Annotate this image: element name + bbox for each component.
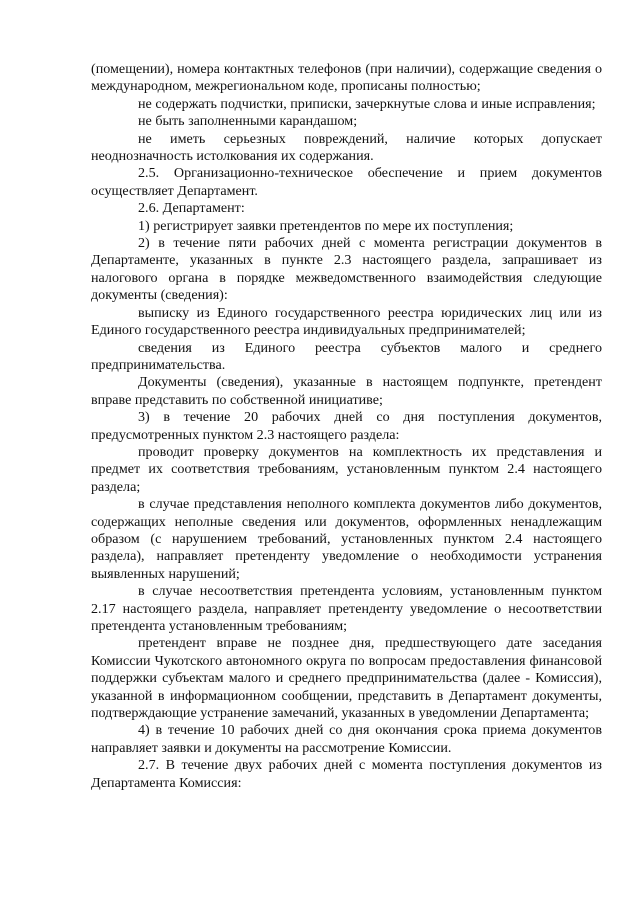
paragraph: 2) в течение пяти рабочих дней с момента регистрации документов в Департаменте, указанных в пункте 2.3 настоящего раздела, запрашивает из налогового органа в порядке межведомственного взаимодействия следующие документы (сведения):	[91, 235, 602, 304]
paragraph: 3) в течение 20 рабочих дней со дня поступления документов, предусмотренных пунктом 2.3 настоящего раздела:	[91, 409, 602, 443]
paragraph: сведения из Единого реестра субъектов малого и среднего предпринимательства.	[91, 339, 602, 373]
paragraph: 1) регистрирует заявки претендентов по мере их поступления;	[138, 217, 514, 234]
paragraph: (помещении), номера контактных телефонов (при наличии), содержащие сведения о международном, межрегиональном коде, прописаны полностью;	[91, 61, 602, 95]
paragraph: 2.6. Департамент:	[138, 200, 245, 217]
paragraph: 2.7. В течение двух рабочих дней с момента поступления документов из Департамента Комиссия:	[91, 757, 602, 791]
paragraph: не иметь серьезных повреждений, наличие которых допускает неоднозначность истолкования их содержания.	[91, 130, 602, 165]
paragraph: в случае несоответствия претендента условиям, установленным пунктом 2.17 настоящего раздела, направляет претенденту уведомление о несоответствии претендента установленным требованиям;	[91, 583, 602, 634]
paragraph: претендент вправе не позднее дня, предшествующего дате заседания Комиссии Чукотского автономного округа по вопросам предоставления финансовой поддержки субъектам малого и среднего предпринимательства (далее - Комиссия), указанной в информационном сообщении, представить в Департамент документы, подтверждающие устранение замечаний, указанных в уведомлении Департамента;	[91, 635, 602, 722]
paragraph: не содержать подчистки, приписки, зачеркнутые слова и иные исправления;	[138, 95, 596, 112]
paragraph: проводит проверку документов на комплектность их представления и предмет их соответствия требованиям, установленным пунктом 2.4 настоящего раздела;	[91, 443, 602, 495]
paragraph: в случае представления неполного комплекта документов либо документов, содержащих неполные сведения или документов, оформленных ненадлежащим образом (с нарушением требований, установленных пунктом 2.4 настоящего раздела), направляет претенденту уведомление о необходимости устранения выявленных нарушений;	[91, 496, 602, 582]
paragraph: 4) в течение 10 рабочих дней со дня окончания срока приема документов направляет заявки и документы на рассмотрение Комиссии.	[91, 722, 602, 756]
paragraph: не быть заполненными карандашом;	[138, 113, 358, 130]
paragraph: Документы (сведения), указанные в настоящем подпункте, претендент вправе представить по собственной инициативе;	[91, 374, 602, 408]
document-page	[91, 61, 602, 792]
paragraph: 2.5. Организационно-техническое обеспечение и прием документов осуществляет Департамент.	[91, 165, 602, 199]
paragraph: выписку из Единого государственного реестра юридических лиц или из Единого государственного реестра индивидуальных предпринимателей;	[91, 304, 602, 339]
